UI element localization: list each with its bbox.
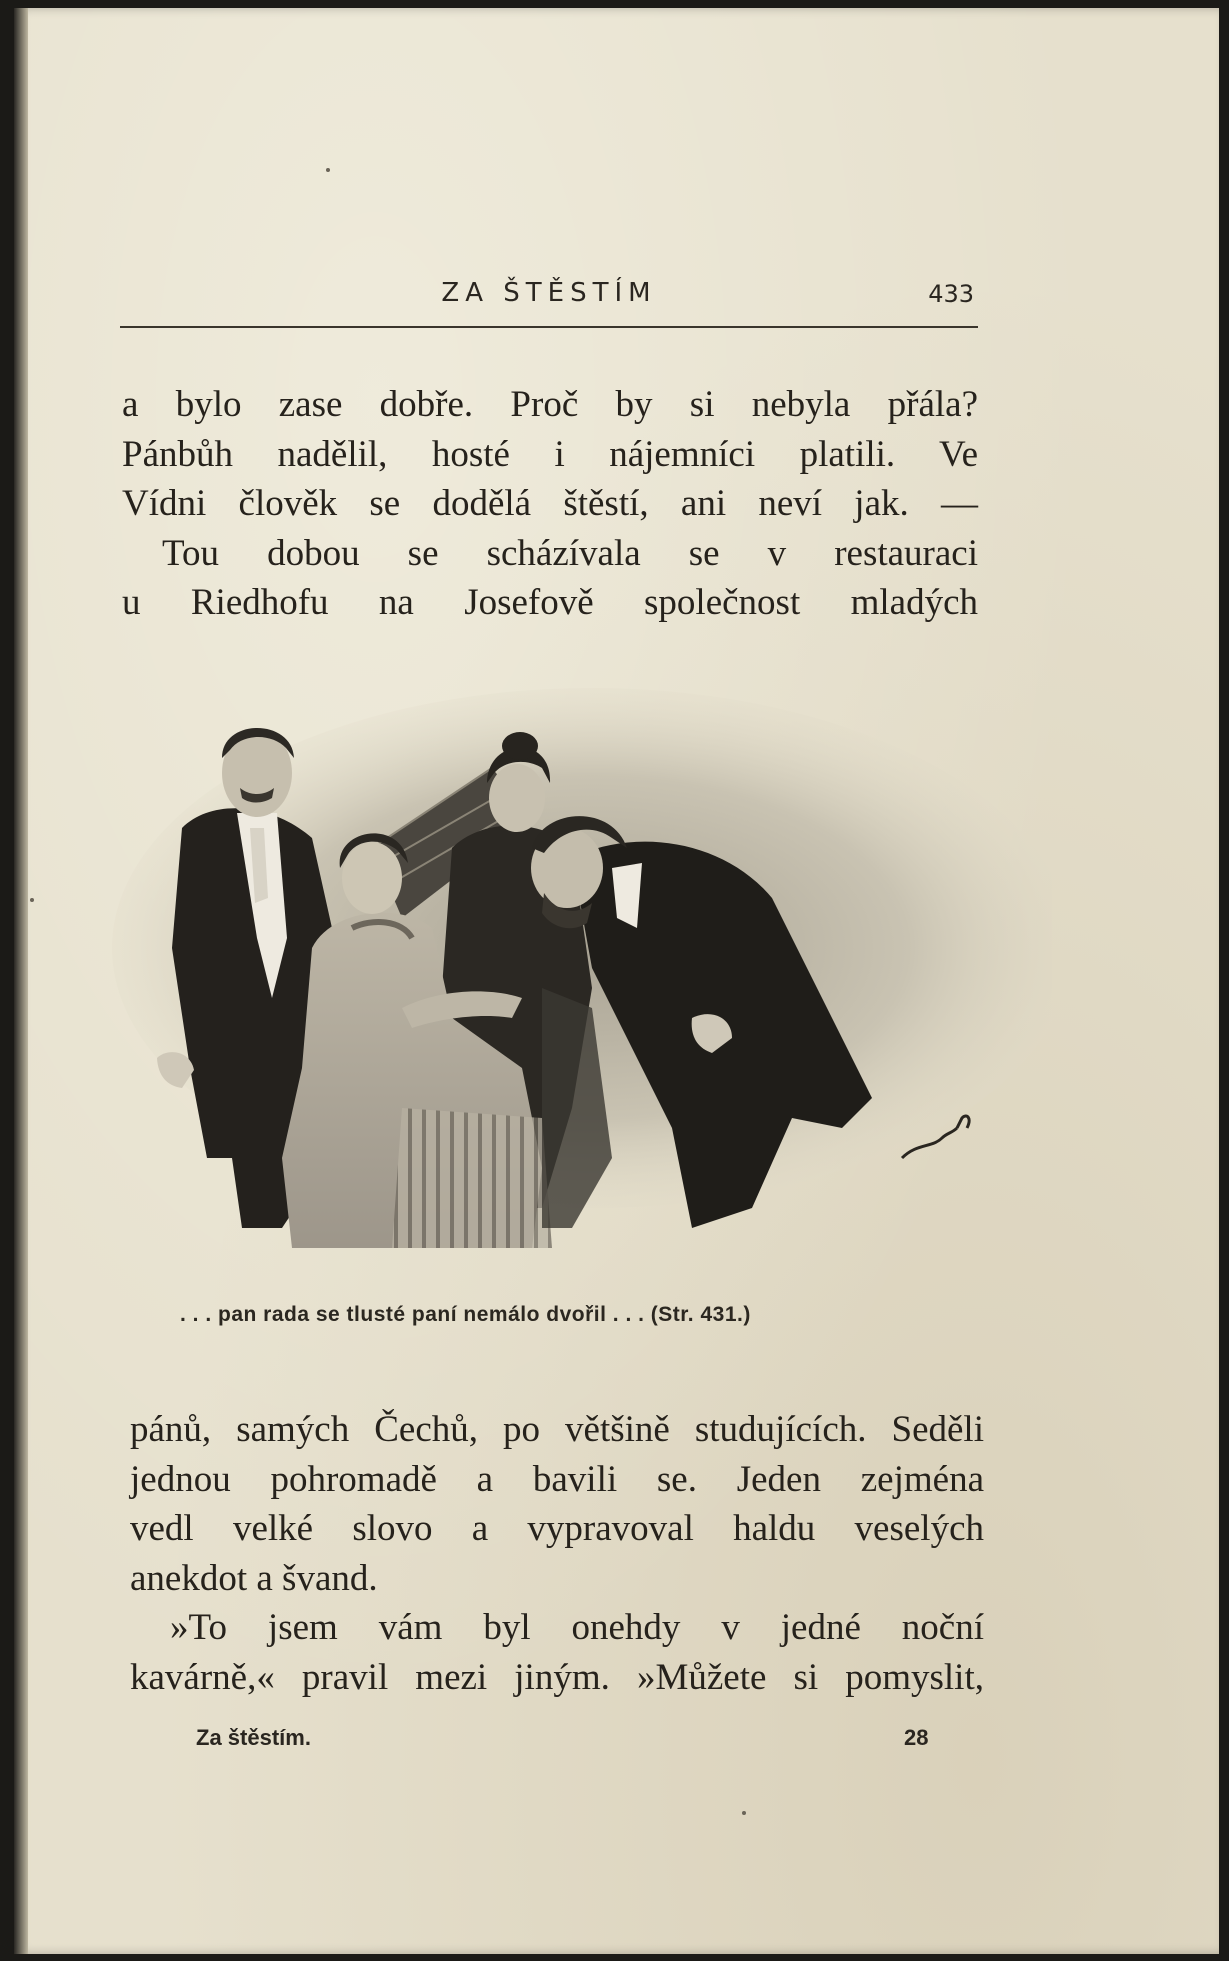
footer-signature-mark: 28 [904, 1725, 929, 1750]
text-line: kavárně,« pravil mezi jiným. »Můžete si pomyslit, [130, 1656, 984, 1698]
text-line: Vídni člověk se dodělá štěstí, ani neví jak. — [122, 483, 978, 524]
text-line: pánů, samých Čechů, po většině studujících. Seděli [130, 1409, 984, 1450]
text-line: jednou pohromadě a bavili se. Jeden zejména [130, 1458, 984, 1500]
page-gutter [14, 8, 28, 1954]
illustration-caption: . . . pan rada se tlusté paní nemálo dvořil . . . (Str. 431.) [180, 1303, 751, 1326]
text-line: Pánbůh nadělil, hosté i nájemníci platili. Ve [122, 433, 978, 475]
text-line: Tou dobou se scházívala se v restauraci [162, 532, 978, 574]
body-text-top [122, 380, 978, 628]
page-number: 433 [928, 280, 974, 308]
running-head [120, 278, 978, 320]
running-head-title: ZA ŠTĚSTÍM [441, 278, 657, 308]
paper-speck [326, 168, 330, 172]
text-line: anekdot a švand. [130, 1557, 378, 1599]
paper-speck [742, 1811, 746, 1815]
body-text-bottom [130, 1405, 984, 1702]
paper-speck [30, 898, 34, 902]
illustration [72, 688, 1052, 1278]
header-rule [120, 326, 978, 328]
text-line: u Riedhofu na Josefově společnost mladých [122, 582, 978, 623]
text-line: vedl velké slovo a vypravoval haldu veselých [130, 1508, 984, 1549]
footer-book-title: Za štěstím. [196, 1725, 311, 1750]
text-line: »To jsem vám byl onehdy v jedné noční [170, 1607, 984, 1648]
text-line: a bylo zase dobře. Proč by si nebyla přála? [122, 384, 978, 425]
